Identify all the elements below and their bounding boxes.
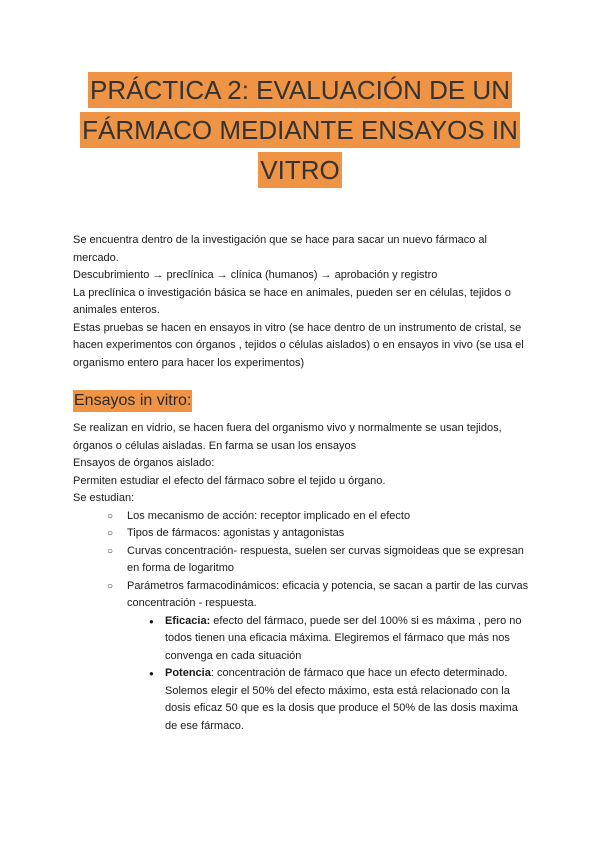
section-heading: Ensayos in vitro: bbox=[73, 390, 192, 412]
in-vitro-section bbox=[73, 420, 533, 735]
term-potencia: Potencia bbox=[165, 667, 211, 679]
title-line-3: VITRO bbox=[258, 152, 341, 188]
text-eficacia: efecto del fármaco, puede ser del 100% si es máxima , pero no todos tienen una eficacia máxima. Elegiremos el fármaco que más nos convenga en cada situación bbox=[165, 614, 522, 662]
sublist-item-eficacia bbox=[149, 613, 533, 666]
intro-paragraph-4: Estas pruebas se hacen en ensayos in vitro (se hace dentro de un instrumento de cristal, se hacen experimentos con órganos , tejidos o células aislados) o en ensayos in vivo (se usa el organismo entero para hacer los experimentos) bbox=[73, 321, 524, 369]
section-paragraph-4: Se estudian: bbox=[73, 492, 135, 504]
section-heading-wrap bbox=[73, 390, 192, 412]
text-potencia: : concentración de fármaco que hace un efecto determinado. Solemos elegir el 50% del efecto máximo, esta está relacionado con la dosis eficaz 50 que es la dosis que produce el 50% de las dosis maxima de ese fármaco. bbox=[165, 667, 518, 732]
title-line-1: PRÁCTICA 2: EVALUACIÓN DE UN bbox=[88, 72, 512, 108]
list-item: ○ Los mecanismo de acción: receptor implicado en el efecto bbox=[107, 508, 533, 526]
list-item: ○ Tipos de fármacos: agonistas y antagonistas bbox=[107, 525, 533, 543]
list-item: ○ Curvas concentración- respuesta, suelen ser curvas sigmoideas que se expresan en forma de logaritmo bbox=[107, 543, 533, 578]
section-paragraph-2: Ensayos de órganos aislado: bbox=[73, 457, 215, 469]
intro-paragraph-2: Descubrimiento → preclínica → clínica (humanos) → aprobación y registro bbox=[73, 269, 438, 281]
title-line-2: FÁRMACO MEDIANTE ENSAYOS IN bbox=[80, 112, 520, 148]
intro-section bbox=[73, 232, 533, 372]
intro-paragraph-3: La preclínica o investigación básica se hace en animales, pueden ser en células, tejidos o animales enteros. bbox=[73, 286, 511, 316]
studied-list bbox=[73, 508, 533, 736]
section-paragraph-1: Se realizan en vidrio, se hacen fuera del organismo vivo y normalmente se usan tejidos, órganos o células aisladas. En farma se usan los ensayos bbox=[73, 422, 502, 452]
sublist-item-potencia bbox=[149, 665, 533, 735]
section-paragraph-3: Permiten estudiar el efecto del fármaco sobre el tejido u órgano. bbox=[73, 474, 386, 487]
intro-paragraph-1: Se encuentra dentro de la investigación que se hace para sacar un nuevo fármaco al mercado. bbox=[73, 234, 487, 264]
list-item-parameters bbox=[107, 578, 533, 736]
term-eficacia: Eficacia: bbox=[165, 614, 211, 627]
parameters-sublist bbox=[127, 613, 533, 736]
page-title bbox=[60, 72, 540, 192]
list-item-text: Parámetros farmacodinámicos: eficacia y potencia, se sacan a partir de las curvas concentración - respuesta. bbox=[127, 579, 529, 609]
